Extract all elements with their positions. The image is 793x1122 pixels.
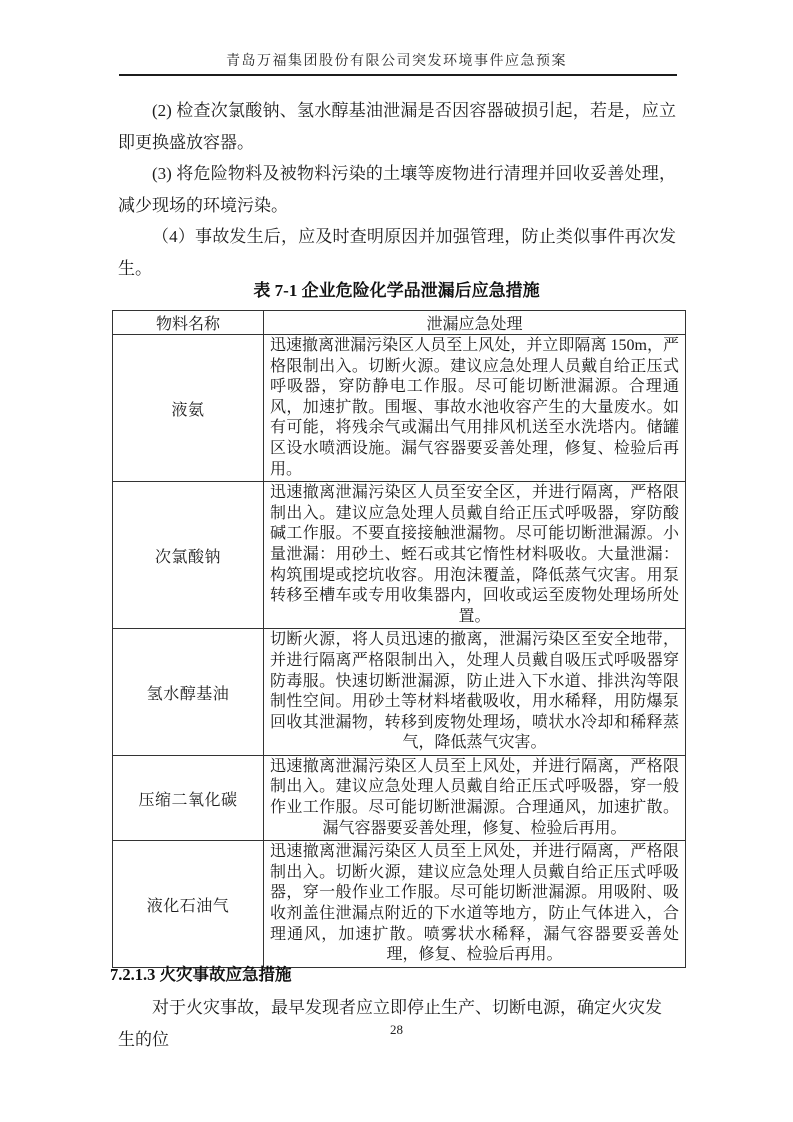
material-name-cell: 次氯酸钠: [113, 482, 264, 629]
page-number: 28: [390, 1022, 403, 1037]
body-paragraph-2: (2) 检查次氯酸钠、氢水醇基油泄漏是否因容器破损引起，若是，应立即更换盛放容器。: [118, 101, 676, 152]
treatment-cell: 切断火源，将人员迅速的撤离，泄漏污染区至安全地带，并进行隔离严格限制出入，处理人员戴自吸压式呼吸器穿防毒服。快速切断泄漏源，防止进入下水道、排洪沟等限制性空间。用砂土等材料堵截吸收，用水稀释，用防爆泵回收其泄漏物，转移到废物处理场，喷状水冷却和稀释蒸气，降低蒸气灾害。: [264, 629, 686, 756]
material-name-cell: 氢水醇基油: [113, 629, 264, 756]
table-caption: 表 7-1 企业危险化学品泄漏后应急措施: [253, 281, 540, 300]
body-paragraph-3: (3) 将危险物料及被物料污染的土壤等废物进行清理并回收妥善处理，减少现场的环境污染。: [118, 164, 676, 215]
table-row: [113, 482, 686, 629]
section-heading-7-2-1-3: 7.2.1.3 火灾事故应急措施: [110, 965, 292, 984]
table-row: [113, 841, 686, 968]
table-row: [113, 629, 686, 756]
material-name-cell: 液化石油气: [113, 841, 264, 968]
treatment-cell: 迅速撤离泄漏污染区人员至上风处，并立即隔离 150m，严格限制出入。切断火源。建议应急处理人员戴自给正压式呼吸器，穿防静电工作服。尽可能切断泄漏源。合理通风，加速扩散。围堰、事故水池收容产生的大量废水。如有可能，将残余气或漏出气用排风机送至水洗塔内。储罐区设水喷洒设施。漏气容器要妥善处理，修复、检验后再用。: [264, 335, 686, 482]
hazardous-materials-table: [112, 310, 686, 968]
table-row: [113, 755, 686, 840]
treatment-cell: 迅速撤离泄漏污染区人员至上风处，并进行隔离，严格限制出入。建议应急处理人员戴自给正压式呼吸器，穿一般作业工作服。尽可能切断泄漏源。合理通风，加速扩散。漏气容器要妥善处理，修复、检验后再用。: [264, 755, 686, 840]
page-header-title: 青岛万福集团股份有限公司突发环境事件应急预案: [226, 54, 567, 69]
body-paragraph-4: （4）事故发生后，应及时查明原因并加强管理，防止类似事件再次发生。: [118, 227, 676, 278]
fire-accident-paragraph: 对于火灾事故，最早发现者应立即停止生产、切断电源，确定火灾发生的位: [118, 998, 662, 1049]
material-name-header-cell: 物料名称: [113, 311, 264, 335]
treatment-cell: 迅速撤离泄漏污染区人员至安全区，并进行隔离，严格限制出入。建议应急处理人员戴自给正压式呼吸器，穿防酸碱工作服。不要直接接触泄漏物。尽可能切断泄漏源。小量泄漏：用砂土、蛭石或其它惰性材料吸收。大量泄漏：构筑围堤或挖坑收容。用泡沫覆盖，降低蒸气灾害。用泵转移至槽车或专用收集器内，回收或运至废物处理场所处置。: [264, 482, 686, 629]
table-row: [113, 335, 686, 482]
material-name-cell: 压缩二氧化碳: [113, 755, 264, 840]
treatment-cell: 迅速撤离泄漏污染区人员至上风处，并进行隔离，严格限制出入。切断火源，建议应急处理人员戴自给正压式呼吸器，穿一般作业工作服。尽可能切断泄漏源。用吸附、吸收剂盖住泄漏点附近的下水道等地方，防止气体进入，合理通风，加速扩散。喷雾状水稀释，漏气容器要妥善处理，修复、检验后再用。: [264, 841, 686, 968]
material-name-cell: 液氨: [113, 335, 264, 482]
table-header-row: [113, 311, 686, 335]
leak-treatment-header-cell: 泄漏应急处理: [264, 311, 686, 335]
header-divider: [119, 74, 677, 76]
